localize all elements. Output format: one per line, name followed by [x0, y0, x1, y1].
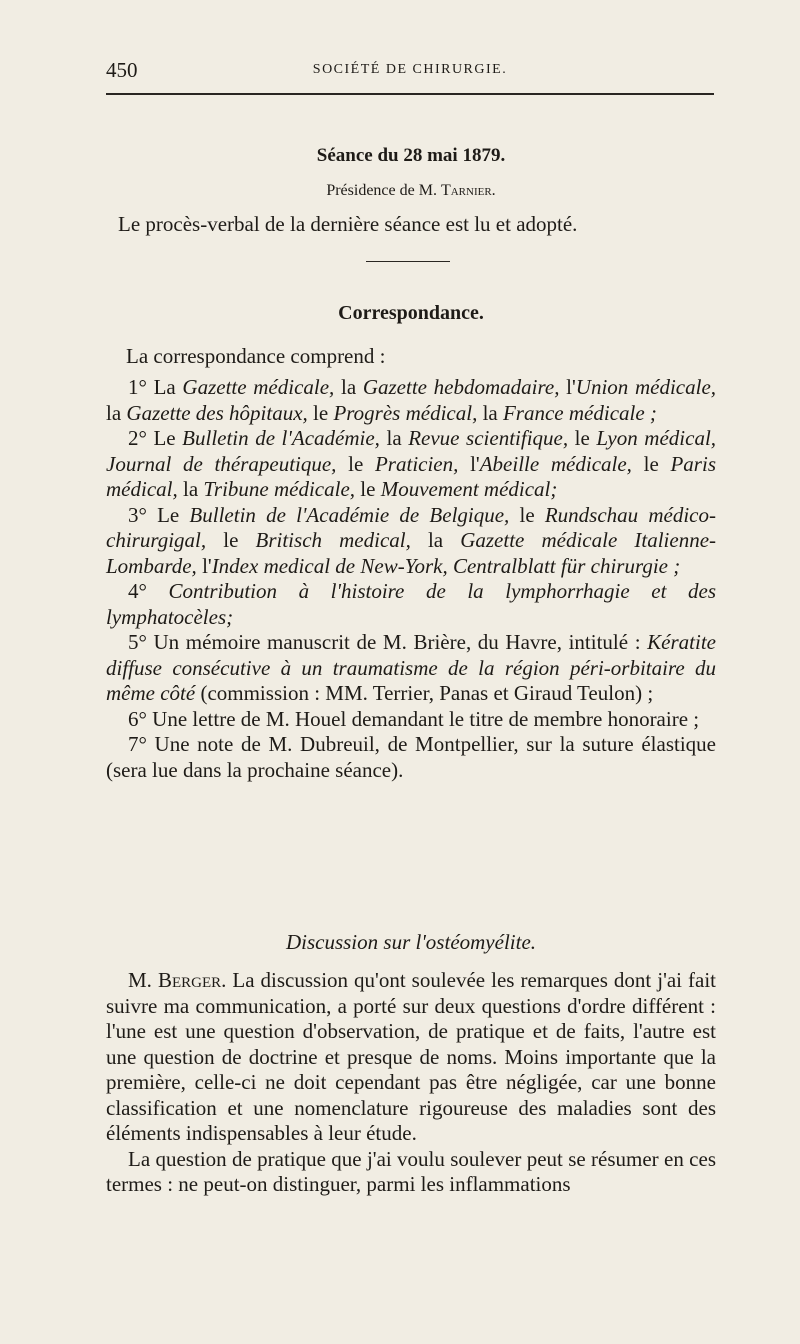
correspondance-list — [106, 375, 716, 783]
speaker-name: Berger — [157, 968, 222, 992]
presidence-suffix: . — [491, 182, 496, 199]
president-name: Tarnier — [440, 182, 492, 199]
presidence-prefix: Présidence de M. — [326, 182, 441, 199]
list-item: 2° Le Bulletin de l'Académie, la Revue scientifique, le Lyon médical, Journal de thérapeutique, le Praticien, l'Abeille médicale, le Paris médical, la Tribune médicale, le Mouvement médical; — [106, 426, 717, 501]
discussion-body — [106, 968, 716, 1198]
discussion-title: Discussion sur l'ostéomyélite. — [285, 930, 537, 954]
discussion-paragraph: La question de pratique que j'ai voulu soulever peut se résumer en ces termes : ne peut-on distinguer, parmi les inflammations — [106, 1146, 716, 1196]
list-item: 1° La Gazette médicale, la Gazette hebdomadaire, l'Union médicale, la Gazette des hôpitaux, le Progrès médical, la France médicale ; — [106, 375, 717, 425]
presidence-line — [106, 178, 716, 204]
list-item: 6° Une lettre de M. Houel demandant le titre de membre honoraire ; — [128, 706, 700, 731]
list-item: 4° Contribution à l'histoire de la lymphorrhagie et des lymphatocèles; — [106, 579, 716, 629]
page-number: 450 — [106, 58, 138, 82]
proces-verbal: Le procès-verbal de la dernière séance est lu et adopté. — [118, 212, 578, 236]
list-item: 5° Un mémoire manuscrit de M. Brière, du Havre, intitulé : Kératite diffuse consécutive à un traumatisme de la région péri-orbitaire du même côté (commission : MM. Terrier, Panas et Giraud Teulon) ; — [106, 630, 716, 705]
seance-title: Séance du 28 mai 1879. — [316, 145, 506, 166]
correspondance-intro: La correspondance comprend : — [126, 344, 386, 368]
running-title: SOCIÉTÉ DE CHIRURGIE. — [312, 62, 508, 77]
correspondance-title: Correspondance. — [338, 302, 484, 324]
running-head — [106, 58, 714, 88]
list-item: 3° Le Bulletin de l'Académie de Belgique, le Rundschau médico-chirurgigal, le Britisch medical, la Gazette médicale Italienne-Lombarde, l'Index medical de New-York, Centralblatt für chirurgie ; — [106, 502, 717, 578]
list-item: 7° Une note de M. Dubreuil, de Montpellier, sur la suture élastique (sera lue dans la prochaine séance). — [106, 732, 716, 782]
discussion-paragraph: M. Berger. La discussion qu'ont soulevée les remarques dont j'ai fait suivre ma communication, a porté sur deux questions d'ordre différent : l'une est une question d'observation, de pratique et de faits, l'autre est une question de doctrine et presque de noms. Moins importante que la première, celle-ci ne doit cependant pas être négligée, car une bonne classification et une nomenclature rigoureuse des maladies sont des éléments indispensables à leur étude. — [106, 968, 716, 1145]
section-separator — [366, 261, 450, 262]
header-rule — [106, 93, 714, 95]
